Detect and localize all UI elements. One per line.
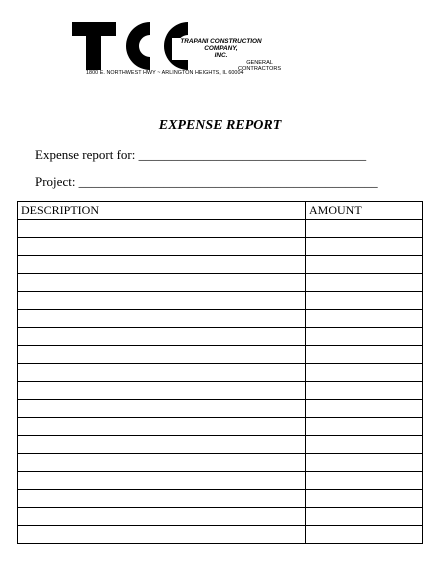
description-cell[interactable] xyxy=(18,238,306,256)
description-cell[interactable] xyxy=(18,508,306,526)
amount-cell[interactable] xyxy=(306,364,423,382)
table-row xyxy=(18,310,423,328)
table-row xyxy=(18,436,423,454)
table-row xyxy=(18,400,423,418)
description-cell[interactable] xyxy=(18,400,306,418)
description-cell[interactable] xyxy=(18,310,306,328)
amount-cell[interactable] xyxy=(306,400,423,418)
amount-cell[interactable] xyxy=(306,454,423,472)
amount-cell[interactable] xyxy=(306,328,423,346)
company-line-1: TRAPANI CONSTRUCTION xyxy=(180,38,262,45)
amount-cell[interactable] xyxy=(306,274,423,292)
description-cell[interactable] xyxy=(18,274,306,292)
column-header-amount: AMOUNT xyxy=(306,202,423,220)
description-cell[interactable] xyxy=(18,454,306,472)
amount-cell[interactable] xyxy=(306,220,423,238)
table-row xyxy=(18,472,423,490)
table-row xyxy=(18,274,423,292)
amount-cell[interactable] xyxy=(306,238,423,256)
amount-cell[interactable] xyxy=(306,508,423,526)
amount-cell[interactable] xyxy=(306,490,423,508)
description-cell[interactable] xyxy=(18,256,306,274)
company-address: 1800 E. NORTHWEST HWY ~ ARLINGTON HEIGHTS, IL 60004 xyxy=(86,70,244,76)
general-contractors-label xyxy=(238,60,281,73)
description-cell[interactable] xyxy=(18,364,306,382)
amount-cell[interactable] xyxy=(306,256,423,274)
amount-cell[interactable] xyxy=(306,436,423,454)
company-line-2: COMPANY, xyxy=(204,45,238,53)
table-header-row xyxy=(18,202,423,220)
description-cell[interactable] xyxy=(18,382,306,400)
amount-cell[interactable] xyxy=(306,292,423,310)
expense-rows xyxy=(18,220,423,544)
table-row xyxy=(18,526,423,544)
contractor-line-2: CONTRACTORS xyxy=(238,66,282,73)
contractor-line-1: GENERAL xyxy=(246,60,273,66)
description-cell[interactable] xyxy=(18,346,306,364)
table-row xyxy=(18,364,423,382)
table-row xyxy=(18,328,423,346)
column-header-description: DESCRIPTION xyxy=(18,202,306,220)
table-row xyxy=(18,292,423,310)
description-cell[interactable] xyxy=(18,490,306,508)
description-cell[interactable] xyxy=(18,328,306,346)
table-row xyxy=(18,508,423,526)
report-for-field[interactable]: Expense report for: ___________________________________ xyxy=(35,147,367,162)
company-name xyxy=(176,38,266,60)
table-row xyxy=(18,346,423,364)
table-row xyxy=(18,256,423,274)
amount-cell[interactable] xyxy=(306,310,423,328)
description-cell[interactable] xyxy=(18,436,306,454)
description-cell[interactable] xyxy=(18,220,306,238)
table-row xyxy=(18,490,423,508)
description-cell[interactable] xyxy=(18,418,306,436)
amount-cell[interactable] xyxy=(306,346,423,364)
amount-cell[interactable] xyxy=(306,418,423,436)
table-row xyxy=(18,418,423,436)
document-title: EXPENSE REPORT xyxy=(158,118,282,133)
table-row xyxy=(18,382,423,400)
expense-table xyxy=(17,201,423,544)
table-row xyxy=(18,238,423,256)
project-field[interactable]: Project: ______________________________________________ xyxy=(35,174,378,189)
amount-cell[interactable] xyxy=(306,526,423,544)
description-cell[interactable] xyxy=(18,526,306,544)
amount-cell[interactable] xyxy=(306,382,423,400)
company-line-3: INC. xyxy=(214,52,228,60)
description-cell[interactable] xyxy=(18,472,306,490)
table-row xyxy=(18,220,423,238)
table-row xyxy=(18,454,423,472)
description-cell[interactable] xyxy=(18,292,306,310)
amount-cell[interactable] xyxy=(306,472,423,490)
